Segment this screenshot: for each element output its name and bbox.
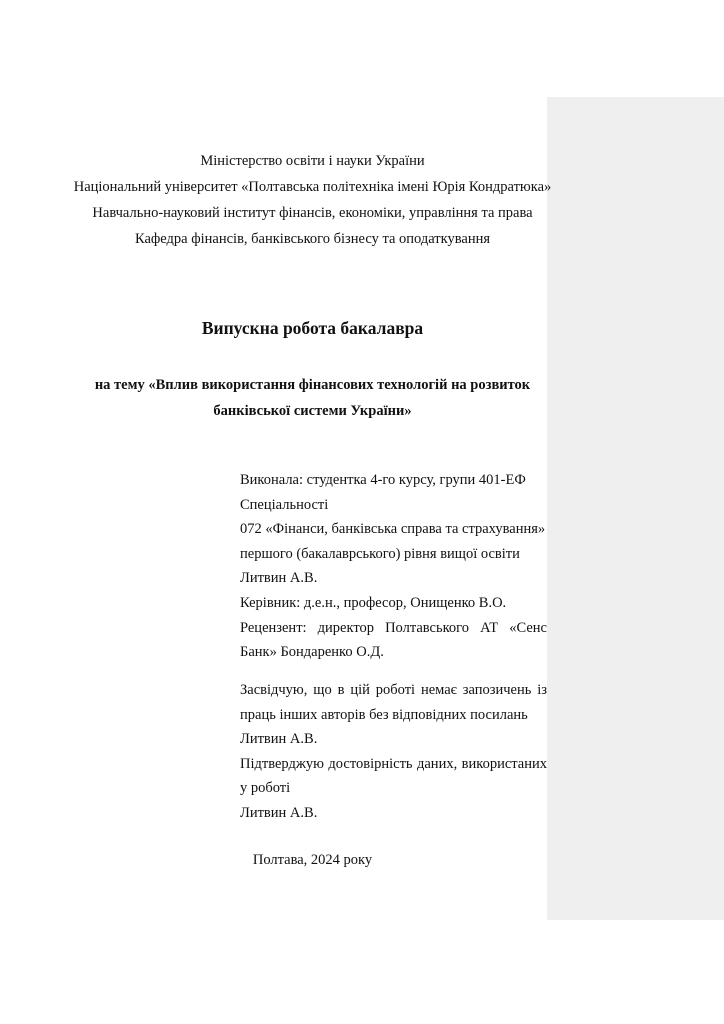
attestation-signature-2: Литвин А.В. (240, 804, 318, 821)
topic-line-2: банківської системи України» (213, 403, 412, 419)
no-borrowings-line-1: Засвідчую, що в цій роботі немає запозичень із (240, 682, 547, 698)
reviewer-line-2: Банк» Бондаренко О.Д. (240, 644, 384, 661)
author-credentials (240, 468, 547, 665)
thesis-topic (78, 372, 547, 424)
city-year-footer: Полтава, 2024 року (252, 852, 373, 868)
executor-line: Виконала: студентка 4-го курсу, групи 401-ЕФ (240, 472, 526, 488)
header-ministry: Міністерство освіти і науки України (200, 153, 425, 169)
topic-line-1: на тему «Вплив використання фінансових технологій на розвиток (94, 377, 531, 393)
specialty-line: 072 «Фінанси, банківська справа та страхування» (240, 521, 546, 538)
header-university: Національний університет «Полтавська політехніка імені Юрія Кондратюка» (73, 179, 552, 195)
supervisor-line: Керівник: д.е.н., професор, Онищенко В.О. (240, 594, 507, 611)
education-level-line: першого (бакалаврського) рівня вищої освіти (240, 545, 520, 562)
header-institute: Навчально-науковий інститут фінансів, економіки, управління та права (92, 205, 533, 221)
specialty-label: Спеціальності (240, 496, 329, 513)
data-validity-line-2: у роботі (240, 780, 291, 797)
header-department: Кафедра фінансів, банківського бізнесу та оподаткування (134, 231, 491, 247)
page-edge-shade (547, 97, 724, 920)
author-name: Литвин А.В. (240, 570, 318, 587)
attestation-signature-1: Литвин А.В. (240, 731, 318, 748)
data-validity-line-1: Підтверджую достовірність даних, використаних (240, 755, 547, 772)
document-title: Випускна робота бакалавра (201, 318, 424, 338)
attestation-statements (240, 678, 547, 826)
no-borrowings-line-2: праць інших авторів без відповідних посилань (240, 706, 528, 723)
reviewer-line-1: Рецензент: директор Полтавського АТ «Сенс (240, 619, 547, 636)
institution-header (55, 148, 570, 252)
